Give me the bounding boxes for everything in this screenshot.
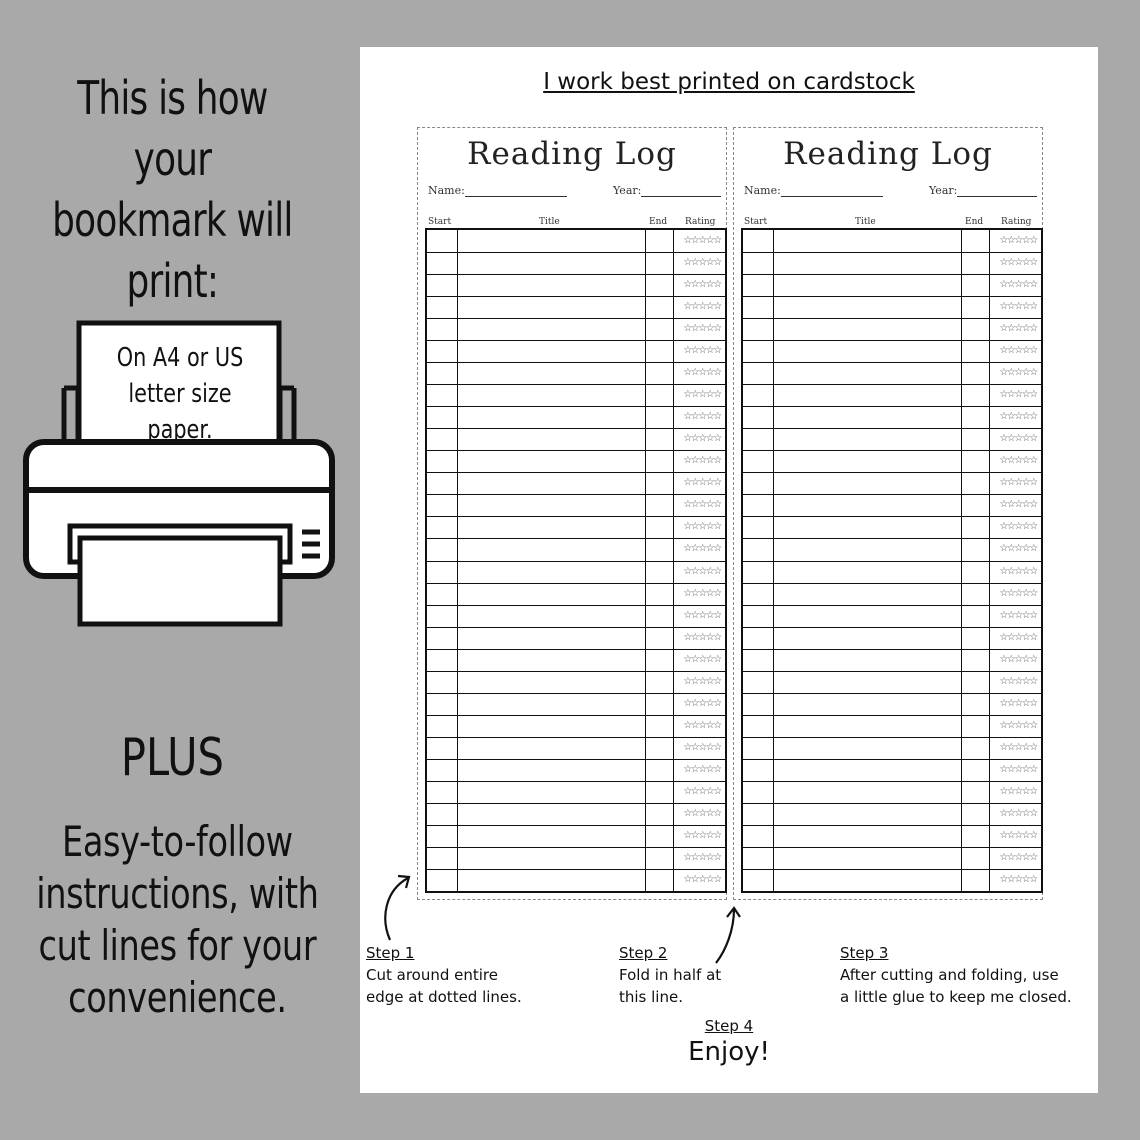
star-rating: ☆☆☆☆☆ xyxy=(683,763,721,775)
star-rating: ☆☆☆☆☆ xyxy=(683,499,721,511)
name-blank xyxy=(781,186,883,197)
print-sheet xyxy=(360,47,1098,1093)
star-rating: ☆☆☆☆☆ xyxy=(999,433,1037,445)
star-rating: ☆☆☆☆☆ xyxy=(999,345,1037,357)
table-row-divider xyxy=(743,538,1041,539)
column-header: End xyxy=(649,217,668,227)
column-header: Rating xyxy=(1001,217,1032,227)
table-row-divider xyxy=(743,561,1041,562)
table-row-divider xyxy=(743,649,1041,650)
star-rating: ☆☆☆☆☆ xyxy=(683,257,721,269)
star-rating: ☆☆☆☆☆ xyxy=(683,719,721,731)
table-row-divider xyxy=(427,825,725,826)
star-rating: ☆☆☆☆☆ xyxy=(683,477,721,489)
star-rating: ☆☆☆☆☆ xyxy=(683,279,721,291)
name-field xyxy=(744,184,883,197)
table-row-divider xyxy=(743,737,1041,738)
table-row-divider xyxy=(743,583,1041,584)
step-label: Step 4 xyxy=(704,1017,754,1035)
star-rating: ☆☆☆☆☆ xyxy=(999,411,1037,423)
step-text: edge at dotted lines. xyxy=(366,988,522,1006)
table-row-divider xyxy=(427,472,725,473)
star-rating: ☆☆☆☆☆ xyxy=(683,455,721,467)
table-row-divider xyxy=(743,296,1041,297)
star-rating: ☆☆☆☆☆ xyxy=(683,367,721,379)
table-row-divider xyxy=(427,847,725,848)
step-text: this line. xyxy=(619,988,683,1006)
column-header: End xyxy=(965,217,984,227)
table-row-divider xyxy=(743,869,1041,870)
table-row-divider xyxy=(743,781,1041,782)
table-row-divider xyxy=(743,494,1041,495)
star-rating: ☆☆☆☆☆ xyxy=(683,851,721,863)
star-rating: ☆☆☆☆☆ xyxy=(683,433,721,445)
table-row-divider xyxy=(427,428,725,429)
step-label: Step 2 xyxy=(619,944,668,962)
star-rating: ☆☆☆☆☆ xyxy=(999,279,1037,291)
year-label: Year: xyxy=(929,184,958,197)
star-rating: ☆☆☆☆☆ xyxy=(999,763,1037,775)
table-row-divider xyxy=(427,450,725,451)
table-row-divider xyxy=(743,715,1041,716)
table-row-divider xyxy=(743,340,1041,341)
star-rating: ☆☆☆☆☆ xyxy=(683,741,721,753)
printer-paper-line: On A4 or US xyxy=(116,343,244,373)
star-rating: ☆☆☆☆☆ xyxy=(683,587,721,599)
star-rating: ☆☆☆☆☆ xyxy=(683,807,721,819)
name-label: Name: xyxy=(744,184,781,197)
star-rating: ☆☆☆☆☆ xyxy=(683,389,721,401)
star-rating: ☆☆☆☆☆ xyxy=(999,719,1037,731)
star-rating: ☆☆☆☆☆ xyxy=(999,653,1037,665)
log-table xyxy=(741,228,1043,893)
left-heading-line: print: xyxy=(126,254,219,308)
table-row-divider xyxy=(743,605,1041,606)
star-rating: ☆☆☆☆☆ xyxy=(999,873,1037,885)
left-heading-line: bookmark will xyxy=(52,193,293,247)
star-rating: ☆☆☆☆☆ xyxy=(683,609,721,621)
star-rating: ☆☆☆☆☆ xyxy=(683,235,721,246)
star-rating: ☆☆☆☆☆ xyxy=(999,235,1037,246)
table-row-divider xyxy=(743,384,1041,385)
star-rating: ☆☆☆☆☆ xyxy=(999,741,1037,753)
star-rating: ☆☆☆☆☆ xyxy=(999,543,1037,555)
star-rating: ☆☆☆☆☆ xyxy=(683,345,721,357)
star-rating: ☆☆☆☆☆ xyxy=(999,477,1037,489)
star-rating: ☆☆☆☆☆ xyxy=(683,653,721,665)
star-rating: ☆☆☆☆☆ xyxy=(683,631,721,643)
star-rating: ☆☆☆☆☆ xyxy=(683,543,721,555)
step-text: Fold in half at xyxy=(619,966,722,984)
table-row-divider xyxy=(743,825,1041,826)
table-row-divider xyxy=(427,693,725,694)
column-header: Start xyxy=(428,217,452,227)
table-row-divider xyxy=(743,450,1041,451)
star-rating: ☆☆☆☆☆ xyxy=(683,675,721,687)
table-row-divider xyxy=(427,318,725,319)
table-row-divider xyxy=(427,627,725,628)
bookmark-right xyxy=(733,127,1043,900)
table-row-divider xyxy=(743,274,1041,275)
star-rating: ☆☆☆☆☆ xyxy=(999,565,1037,577)
star-rating: ☆☆☆☆☆ xyxy=(999,257,1037,269)
name-field xyxy=(428,184,567,197)
table-row-divider xyxy=(743,693,1041,694)
star-rating: ☆☆☆☆☆ xyxy=(999,631,1037,643)
table-row-divider xyxy=(427,803,725,804)
star-rating: ☆☆☆☆☆ xyxy=(683,521,721,533)
table-row-divider xyxy=(743,847,1041,848)
table-row-divider xyxy=(427,384,725,385)
plus-heading: PLUS xyxy=(120,728,224,788)
table-row-divider xyxy=(743,803,1041,804)
table-row-divider xyxy=(427,737,725,738)
step-4 xyxy=(360,1017,1098,1067)
table-row-divider xyxy=(743,516,1041,517)
left-heading-line: This is how your xyxy=(77,71,268,186)
star-rating: ☆☆☆☆☆ xyxy=(999,609,1037,621)
star-rating: ☆☆☆☆☆ xyxy=(999,697,1037,709)
step-2 xyxy=(619,942,721,1008)
bookmark-left xyxy=(417,127,727,900)
star-rating: ☆☆☆☆☆ xyxy=(683,829,721,841)
sheet-header: I work best printed on cardstock xyxy=(543,69,915,95)
year-blank xyxy=(641,186,721,197)
star-rating: ☆☆☆☆☆ xyxy=(999,367,1037,379)
bookmark-title: Reading Log xyxy=(467,136,677,172)
name-blank xyxy=(465,186,567,197)
table-row-divider xyxy=(743,318,1041,319)
star-rating: ☆☆☆☆☆ xyxy=(999,587,1037,599)
instructions-line: Easy-to-follow xyxy=(62,817,293,866)
arrow-icon xyxy=(378,872,418,942)
step-text: a little glue to keep me closed. xyxy=(840,988,1072,1006)
instructions-text xyxy=(35,816,319,1024)
table-row-divider xyxy=(743,472,1041,473)
log-table xyxy=(425,228,727,893)
year-field xyxy=(929,184,1037,197)
star-rating: ☆☆☆☆☆ xyxy=(999,675,1037,687)
column-header: Start xyxy=(744,217,768,227)
step-3 xyxy=(840,942,1072,1008)
star-rating: ☆☆☆☆☆ xyxy=(683,697,721,709)
instructions-line: cut lines for your xyxy=(38,921,317,970)
star-rating: ☆☆☆☆☆ xyxy=(683,785,721,797)
enjoy-text: Enjoy! xyxy=(688,1037,770,1067)
table-row-divider xyxy=(427,538,725,539)
table-row-divider xyxy=(427,561,725,562)
star-rating: ☆☆☆☆☆ xyxy=(683,323,721,335)
table-row-divider xyxy=(427,274,725,275)
step-1 xyxy=(366,942,522,1008)
table-row-divider xyxy=(427,516,725,517)
star-rating: ☆☆☆☆☆ xyxy=(683,565,721,577)
column-header: Title xyxy=(539,217,560,227)
table-row-divider xyxy=(427,296,725,297)
table-row-divider xyxy=(427,869,725,870)
table-row-divider xyxy=(427,583,725,584)
star-rating: ☆☆☆☆☆ xyxy=(999,323,1037,335)
star-rating: ☆☆☆☆☆ xyxy=(999,829,1037,841)
table-row-divider xyxy=(743,759,1041,760)
table-row-divider xyxy=(743,428,1041,429)
table-row-divider xyxy=(743,362,1041,363)
printer-paper-line: letter size paper. xyxy=(128,379,232,445)
table-row-divider xyxy=(743,406,1041,407)
table-row-divider xyxy=(427,671,725,672)
table-row-divider xyxy=(427,494,725,495)
column-header: Title xyxy=(855,217,876,227)
star-rating: ☆☆☆☆☆ xyxy=(999,785,1037,797)
star-rating: ☆☆☆☆☆ xyxy=(999,851,1037,863)
printer-paper-text xyxy=(100,340,260,448)
step-label: Step 1 xyxy=(366,944,415,962)
column-header: Rating xyxy=(685,217,716,227)
table-row-divider xyxy=(743,671,1041,672)
step-text: Cut around entire xyxy=(366,966,498,984)
table-row-divider xyxy=(427,252,725,253)
table-row-divider xyxy=(427,605,725,606)
table-row-divider xyxy=(427,781,725,782)
year-field xyxy=(613,184,721,197)
star-rating: ☆☆☆☆☆ xyxy=(683,873,721,885)
step-text: After cutting and folding, use xyxy=(840,966,1059,984)
instructions-line: convenience. xyxy=(68,973,287,1022)
table-row-divider xyxy=(427,759,725,760)
table-row-divider xyxy=(427,715,725,716)
star-rating: ☆☆☆☆☆ xyxy=(999,301,1037,313)
table-row-divider xyxy=(427,362,725,363)
table-row-divider xyxy=(427,406,725,407)
name-label: Name: xyxy=(428,184,465,197)
star-rating: ☆☆☆☆☆ xyxy=(999,499,1037,511)
instructions-line: instructions, with xyxy=(36,869,319,918)
star-rating: ☆☆☆☆☆ xyxy=(999,807,1037,819)
table-row-divider xyxy=(427,340,725,341)
table-row-divider xyxy=(743,252,1041,253)
bookmark-title: Reading Log xyxy=(783,136,993,172)
star-rating: ☆☆☆☆☆ xyxy=(999,521,1037,533)
star-rating: ☆☆☆☆☆ xyxy=(683,301,721,313)
star-rating: ☆☆☆☆☆ xyxy=(999,455,1037,467)
step-label: Step 3 xyxy=(840,944,889,962)
left-heading xyxy=(38,68,307,312)
table-row-divider xyxy=(743,627,1041,628)
year-blank xyxy=(957,186,1037,197)
star-rating: ☆☆☆☆☆ xyxy=(999,389,1037,401)
star-rating: ☆☆☆☆☆ xyxy=(683,411,721,423)
table-row-divider xyxy=(427,649,725,650)
year-label: Year: xyxy=(613,184,642,197)
